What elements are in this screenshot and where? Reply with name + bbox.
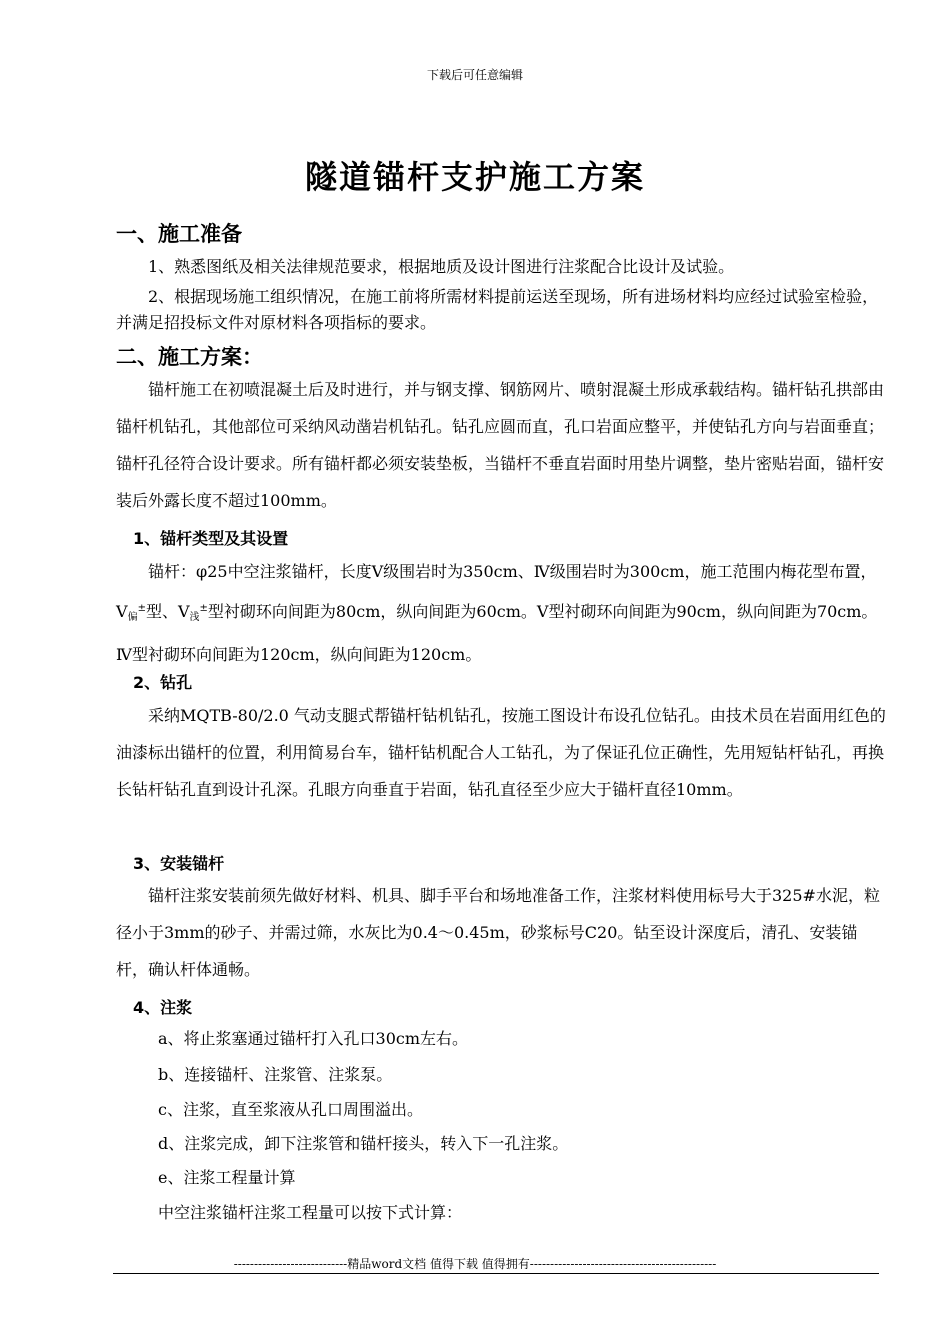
grouting-formula-intro: 中空注浆锚杆注浆工程量可以按下式计算： <box>158 1203 463 1222</box>
grouting-step: d、注浆完成，卸下注浆管和锚杆接头，转入下一孔注浆。 <box>158 1134 569 1153</box>
preparation-paragraph-1: 1、熟悉图纸及相关法律规范要求，根据地质及设计图进行注浆配合比设计及试验。 <box>148 257 735 276</box>
section-heading-plan: 二、施工方案： <box>116 345 263 369</box>
section-heading-preparation: 一、施工准备 <box>116 222 242 246</box>
footer-text: ----------------------------精品word文档 值得下载 值得拥有---------------------------------------------- <box>233 1257 717 1271</box>
header-note: 下载后可任意编辑 <box>426 68 523 82</box>
anchor-type-paragraph: 锚杆：φ25中空注浆锚杆，长度Ⅴ级围岩时为350cm、Ⅳ级围岩时为300cm，施工范围内梅花型布置，$Ⅴ_偏^\pm$型、$Ⅴ_浅^\pm$型衬砌环向间距为80cm，纵向间距为60cm。Ⅴ型衬砌环向间距为90cm，纵向间距为70cm。Ⅳ型衬砌环向间距为120cm，纵向间距为120cm。 <box>116 562 878 664</box>
grouting-step: b、连接锚杆、注浆管、注浆泵。 <box>158 1065 393 1084</box>
subheading-grouting: 4、注浆 <box>133 998 193 1017</box>
subheading-drilling: 2、钻孔 <box>133 673 193 692</box>
subheading-anchor-type: 1、锚杆类型及其设置 <box>133 529 289 548</box>
drilling-paragraph: 采纳MQTB-80/2.0 气动支腿式帮锚杆钻机钻孔，按施工图设计布设孔位钻孔。由技术员在岩面用红色的油漆标出锚杆的位置，利用简易台车，锚杆钻机配合人工钻孔，为了保证孔位正确性，先用短钻杆钻孔，再换长钻杆钻孔直到设计孔深。孔眼方向垂直于岩面，钻孔直径至少应大于锚杆直径10mm。 <box>116 706 886 799</box>
grouting-step: a、将止浆塞通过锚杆打入孔口30cm左右。 <box>158 1029 469 1048</box>
document-title: 隧道锚杆支护施工方案 <box>304 158 645 196</box>
plan-intro-paragraph: 锚杆施工在初喷混凝土后及时进行，并与钢支撑、钢筋网片、喷射混凝土形成承载结构。锚杆钻孔拱部由锚杆机钻孔，其他部位可采纳风动凿岩机钻孔。钻孔应圆而直，孔口岩面应整平，并使钻孔方向与岩面垂直；锚杆孔径符合设计要求。所有锚杆都必须安装垫板，当锚杆不垂直岩面时用垫片调整，垫片密贴岩面，锚杆安装后外露长度不超过100mm。 <box>116 380 885 510</box>
grouting-step: c、注浆，直至浆液从孔口周围溢出。 <box>158 1100 423 1119</box>
preparation-paragraph-2: 2、根据现场施工组织情况，在施工前将所需材料提前运送至现场，所有进场材料均应经过试验室检验，并满足招投标文件对原材料各项指标的要求。 <box>116 287 879 332</box>
subheading-install-anchor: 3、安装锚杆 <box>133 854 225 873</box>
footer-divider <box>113 1273 879 1274</box>
grouting-step: e、注浆工程量计算 <box>158 1168 296 1187</box>
install-anchor-paragraph: 锚杆注浆安装前须先做好材料、机具、脚手平台和场地准备工作，注浆材料使用标号大于325#水泥，粒径小于3mm的砂子、并需过筛，水灰比为0.4～0.45m，砂浆标号C20。钻至设计深度后，清孔、安装锚杆，确认杆体通畅。 <box>116 886 880 979</box>
